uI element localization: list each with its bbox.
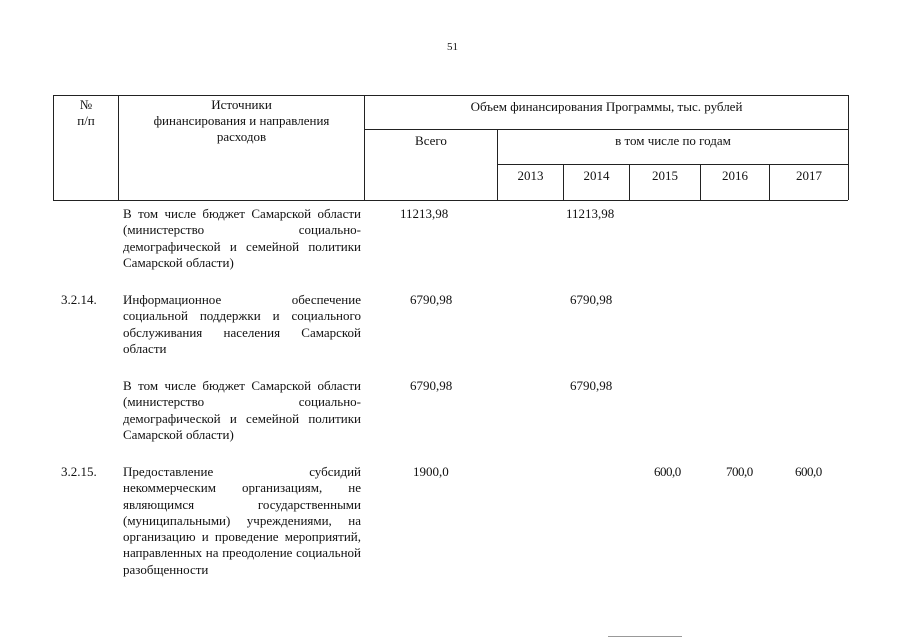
header-right-border: [848, 95, 849, 200]
header-volume-label: Объем финансирования Программы, тыс. рублей: [470, 99, 743, 114]
header-year-2014: 2014: [583, 168, 610, 183]
row-description: Предоставление субсидий некоммерческим организациям, не являющимся государственными (муниципальными) учреждениями, на организацию и проведение мероприятий, направленных на преодоление социальной разобщенности: [123, 464, 361, 577]
header-top-border: [53, 95, 848, 96]
scan-mark: [608, 636, 682, 637]
header-number-label: № п/п: [77, 97, 95, 128]
row-total: 11213,98: [400, 206, 449, 221]
row-value-2014: 6790,98: [570, 292, 613, 307]
row-code: 3.2.14.: [61, 292, 97, 307]
row-total: 6790,98: [410, 292, 453, 307]
header-years-divider: [497, 164, 848, 165]
row-description: Информационное обеспечение социальной поддержки и социального обслуживания населения Самарской области: [123, 292, 361, 356]
header-total-label: Всего: [415, 133, 447, 148]
header-volume-divider: [364, 129, 848, 130]
header-bottom-border: [53, 200, 848, 201]
row-value-2015: 600,0: [654, 464, 681, 479]
header-year-2017: 2017: [796, 168, 822, 183]
row-description: В том числе бюджет Самарской области (министерство социально-демографической и семейной политики Самарской области): [123, 378, 361, 442]
header-year-2013: 2013: [517, 168, 544, 183]
row-total: 1900,0: [413, 464, 449, 479]
row-total: 6790,98: [410, 378, 453, 393]
page-number: 51: [447, 41, 458, 53]
row-value-2017: 600,0: [795, 464, 822, 479]
header-by-years-label: в том числе по годам: [615, 133, 731, 148]
header-sources-label: Источники финансирования и направления расходов: [153, 97, 330, 144]
header-year-2015: 2015: [652, 168, 678, 183]
row-value-2014: 11213,98: [566, 206, 615, 221]
row-description: В том числе бюджет Самарской области (министерство социально-демографической и семейной политики Самарской области): [123, 206, 361, 270]
row-code: 3.2.15.: [61, 464, 97, 479]
header-year-2016: 2016: [722, 168, 748, 183]
row-value-2014: 6790,98: [570, 378, 613, 393]
row-value-2016: 700,0: [726, 464, 753, 479]
